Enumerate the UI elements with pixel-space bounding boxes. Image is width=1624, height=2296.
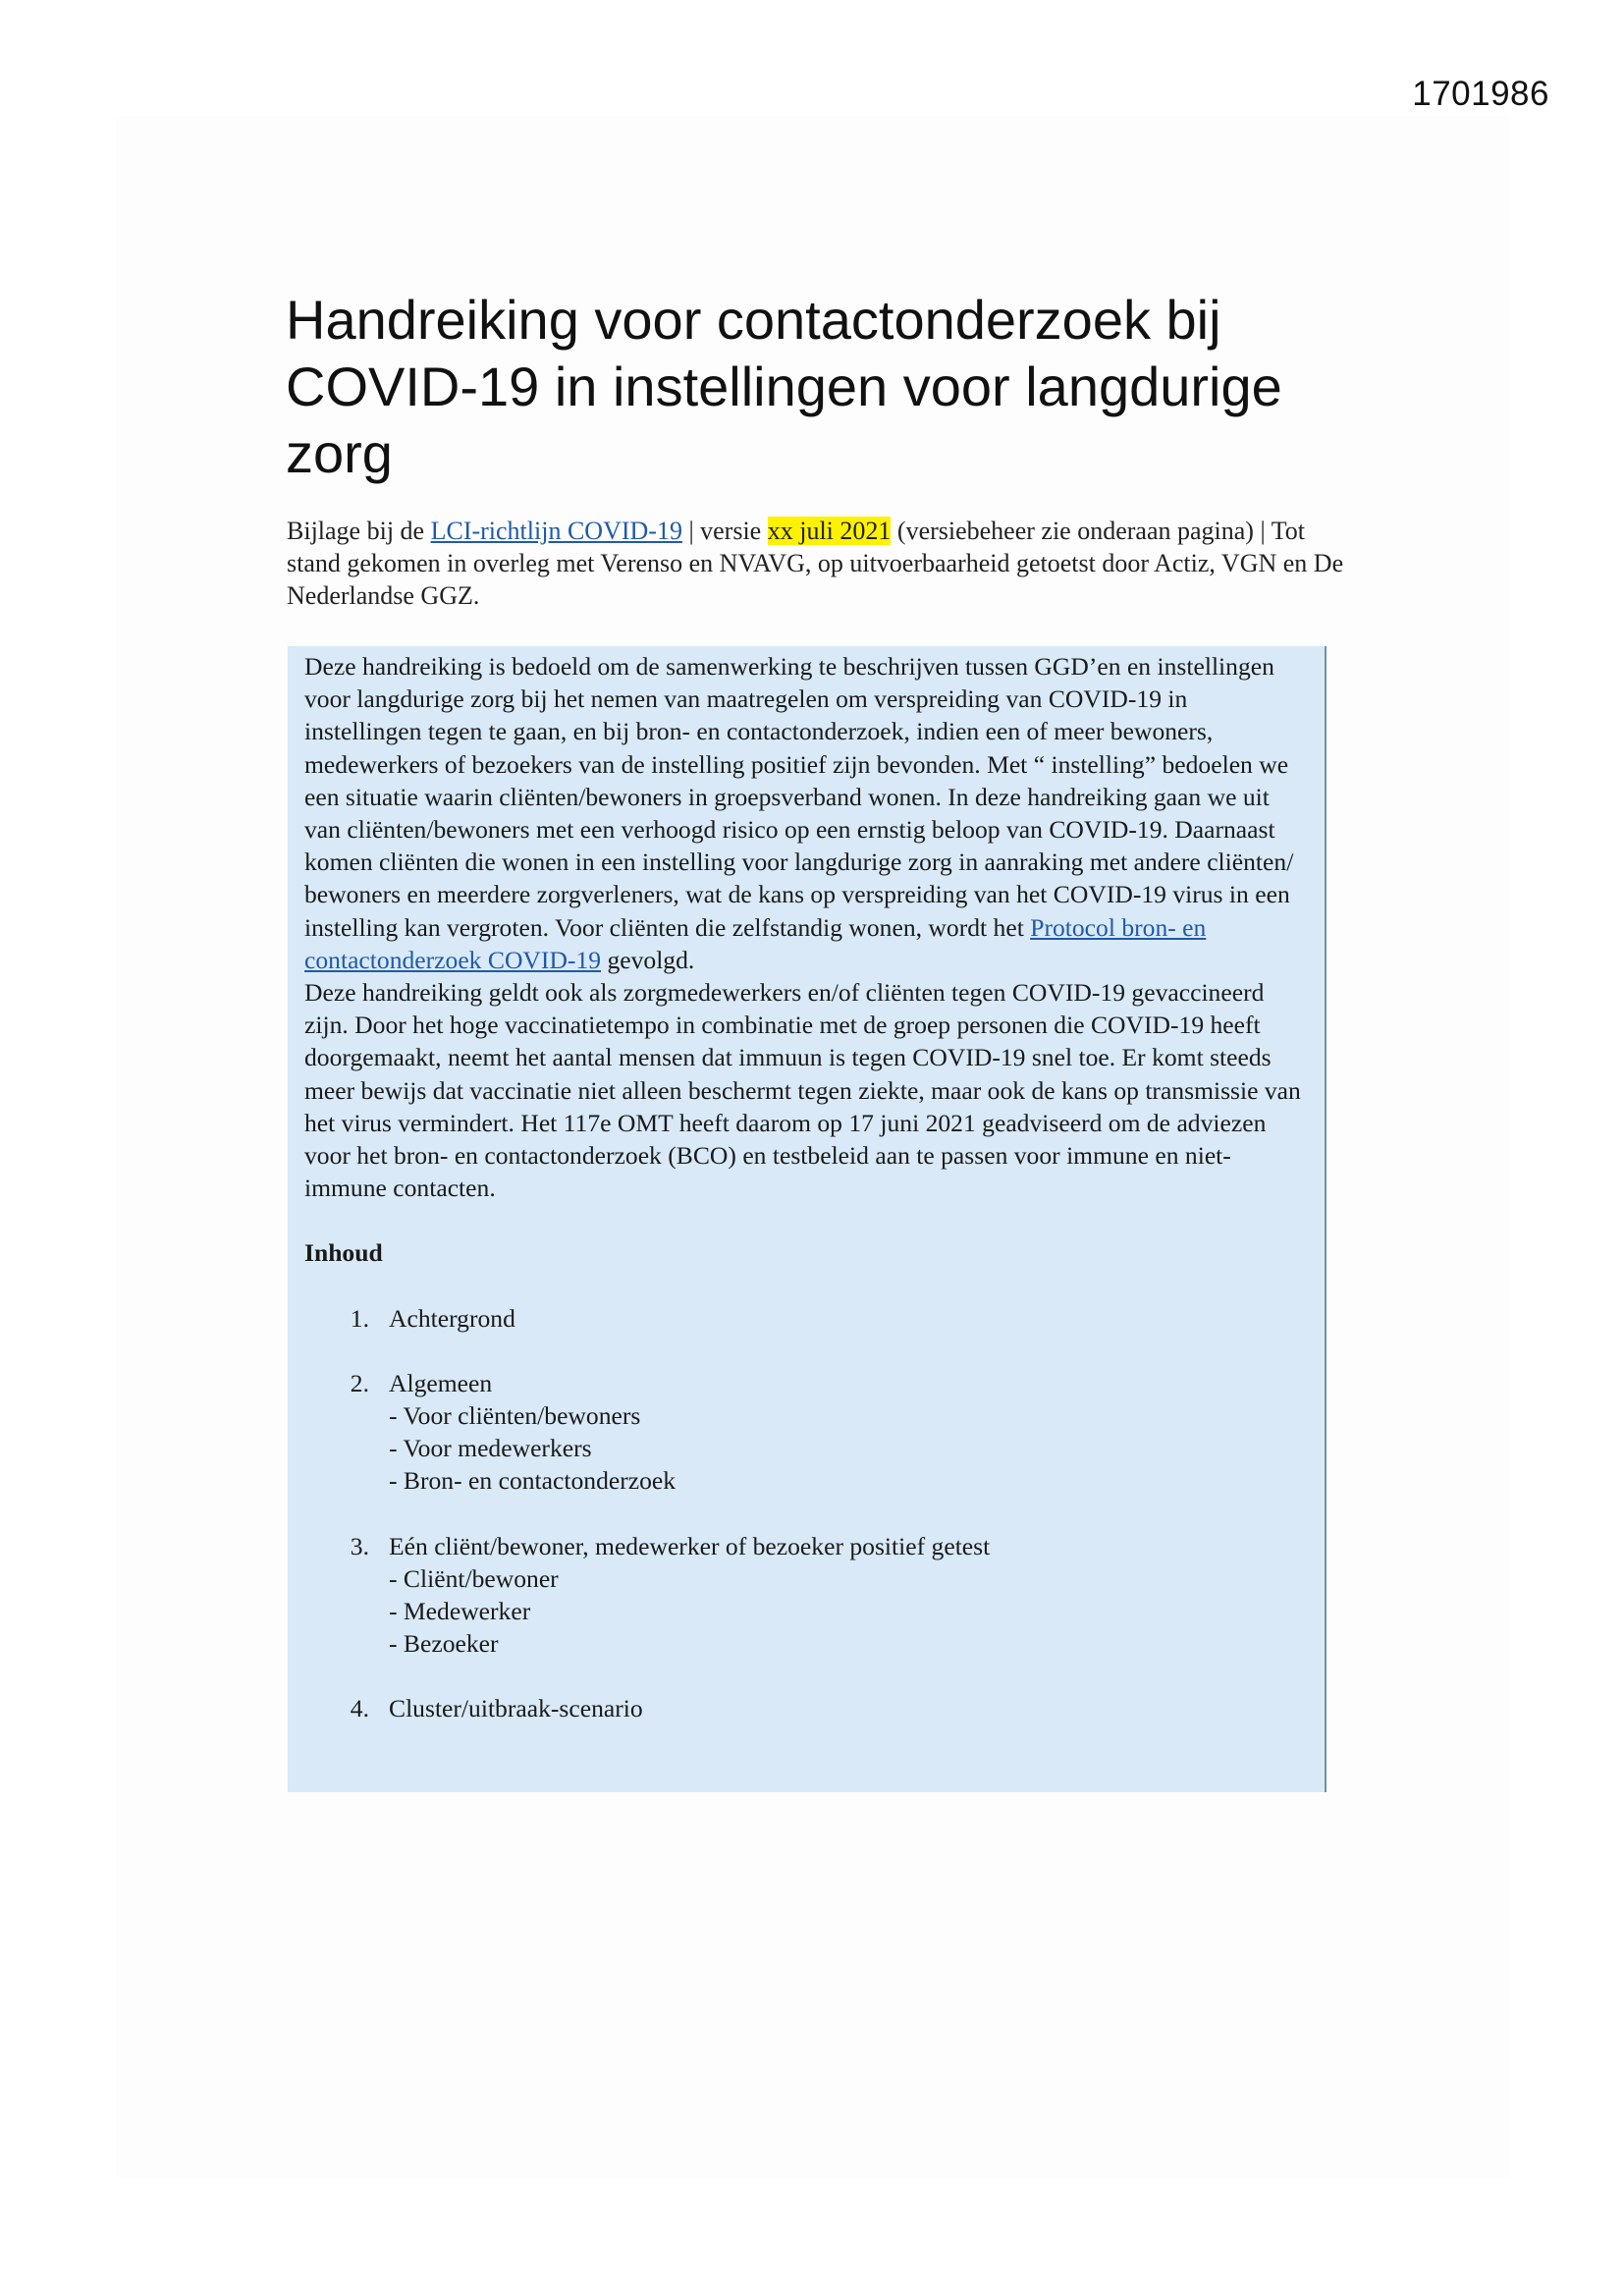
vaccination-paragraph: Deze handreiking geldt ook als zorgmedewerkers en/of cliënten tegen COVID-19 gevaccineerd zijn. Door het hoge vaccinatietempo in combinatie met de groep personen die COVID-19 heeft doorgemaakt, neemt het aantal mensen dat immuun is tegen COVID-19 snel toe. Er komt steeds meer bewijs dat vaccinatie niet alleen beschermt tegen ziekte, maar ook de kans op transmissie van het virus vermindert. Het 117e OMT heeft daarom op 17 juni 2021 geadviseerd om de adviezen voor het bron- en contactonderzoek (BCO) en testbeleid aan te passen voor immune en niet-immune contacten. — [304, 978, 1301, 1203]
toc-subitem: - Bezoeker — [389, 1629, 499, 1659]
toc-subitem: - Voor medewerkers — [389, 1434, 592, 1463]
toc-item — [304, 1692, 1309, 1724]
version-date-highlight: xx juli 2021 — [767, 517, 892, 545]
toc-subitem: - Bron- en contactonderzoek — [389, 1466, 677, 1496]
subtitle-version-label: | versie — [681, 517, 768, 545]
toc-entry — [389, 1302, 515, 1335]
toc-subitem: - Medewerker — [389, 1597, 531, 1626]
toc-subitem: - Cliënt/bewoner — [389, 1563, 559, 1593]
intro-text: Deze handreiking is bedoeld om de samenwerking te beschrijven tussen GGD’en en instellingen voor langdurige zorg bij het nemen van maatregelen om verspreiding van COVID-19 in instellingen tegen te gaan, en bij bron- en contactonderzoek, indien een of meer bewoners, medewerkers of bezoekers van de instelling positief zijn bevonden. Met “ instelling” bedoelen we een situatie waarin cliënten/bewoners in groepsverband wonen. In deze handreiking gaan we uit van cliënten/bewoners met een verhoogd risico op een ernstig beloop van COVID-19. Daarnaast komen cliënten die wonen in een instelling voor langdurige zorg in aanraking met andere cliënten/ bewoners en meerdere zorgverleners, wat de kans op verspreiding van het COVID-19 virus in een instelling kan vergroten. Voor cliënten die zelfstandig wonen, wordt het — [304, 652, 1294, 942]
document-subtitle — [287, 515, 1357, 612]
lci-guideline-link[interactable]: LCI-richtlijn COVID-19 — [430, 517, 682, 545]
title-line-2: COVID-19 in instellingen voor langdurige — [286, 355, 1282, 417]
toc-heading: Inhoud — [304, 1238, 383, 1268]
toc-subitem: - Voor cliënten/bewoners — [389, 1401, 641, 1431]
toc-label: Eén cliënt/bewoner, medewerker of bezoeker positief getest — [389, 1531, 991, 1560]
toc-item — [304, 1302, 1309, 1335]
toc-entry — [389, 1367, 676, 1498]
toc-item — [304, 1367, 1309, 1498]
toc-number: 3. — [350, 1531, 369, 1560]
intro-end: gevolgd. — [601, 945, 695, 974]
subtitle-prefix: Bijlage bij de — [287, 517, 431, 545]
title-line-3: zorg — [286, 422, 393, 484]
toc-item — [304, 1530, 1309, 1661]
table-of-contents — [304, 1302, 1309, 1725]
page-title — [286, 287, 1366, 487]
document-id: 1701986 — [1412, 75, 1549, 113]
toc-number: 4. — [350, 1694, 369, 1723]
toc-number: 1. — [350, 1303, 369, 1333]
summary-box — [288, 646, 1326, 1792]
toc-entry — [389, 1530, 990, 1661]
toc-label: Cluster/uitbraak-scenario — [389, 1694, 643, 1723]
toc-number: 2. — [350, 1368, 369, 1397]
toc-subitems — [389, 1562, 990, 1661]
toc-entry — [389, 1692, 643, 1724]
subtitle-rest: (versiebeheer zie onderaan pagina) | Tot stand gekomen in overleg met Verenso en NVAVG, op uitvoerbaarheid getoetst door Actiz, VGN en De Nederlandse GGZ. — [287, 517, 1344, 610]
title-line-1: Handreiking voor contactonderzoek bij — [286, 289, 1221, 351]
toc-label: Achtergrond — [389, 1303, 515, 1333]
toc-subitems — [389, 1399, 676, 1498]
toc-label: Algemeen — [389, 1368, 493, 1397]
protocol-link[interactable]: Protocol bron- en contactonderzoek COVID-19 — [304, 912, 1207, 974]
intro-paragraph — [304, 650, 1309, 976]
